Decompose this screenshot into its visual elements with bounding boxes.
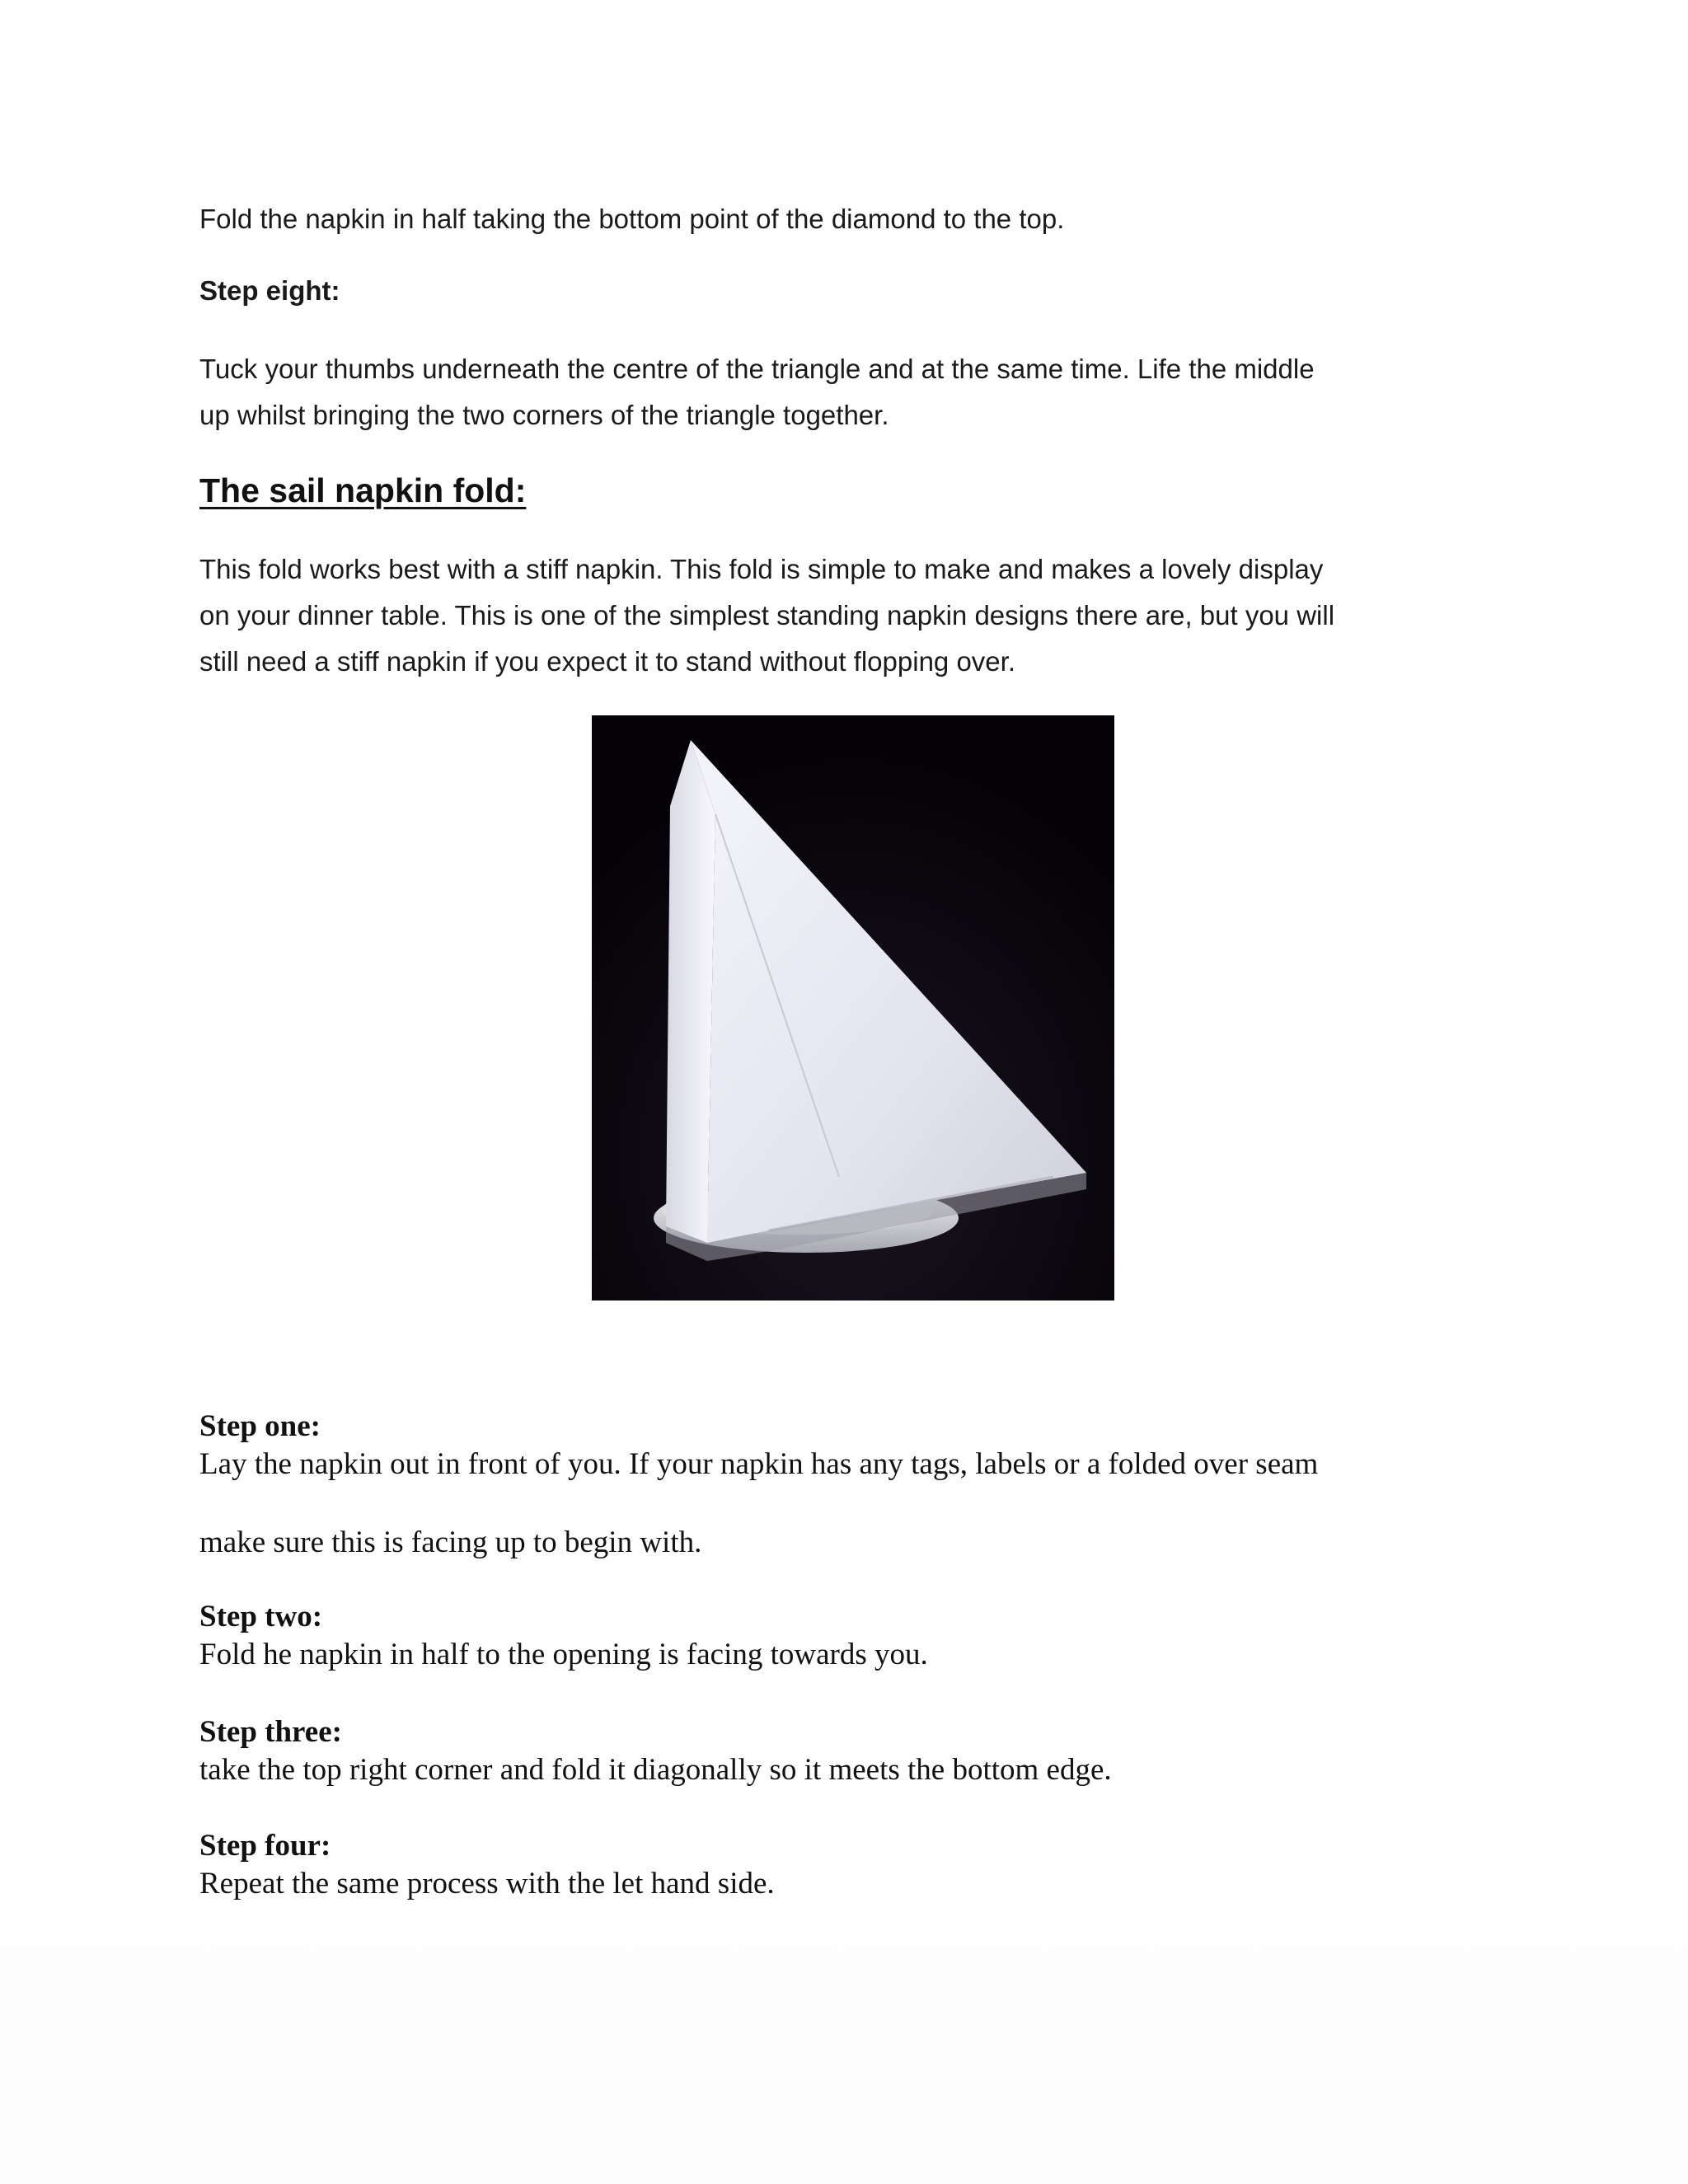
step-one-line-2: make sure this is facing up to begin with. [199,1526,702,1559]
intro-text: Fold the napkin in half taking the bottom point of the diamond to the top. [199,204,1065,234]
step-four-heading: Step four: [199,1829,331,1863]
description-line-3: still need a stiff napkin if you expect it to stand without flopping over. [199,646,1015,677]
step-eight-line-2: up whilst bringing the two corners of the triangle together. [199,400,889,430]
step-three [199,1713,1485,1789]
step-eight-heading: Step eight: [199,275,340,306]
description-line-1: This fold works best with a stiff napkin. This fold is simple to make and makes a lovely display [199,554,1324,584]
sail-napkin-illustration [592,715,1114,1301]
step-four-line-1: Repeat the same process with the let hand side. [199,1867,775,1900]
step-four [199,1827,1485,1903]
section-title: The sail napkin fold: [199,471,527,509]
step-one-line-1: Lay the napkin out in front of you. If your napkin has any tags, labels or a folded over seam [199,1447,1319,1481]
napkin-fold-shape [666,740,715,1243]
step-two-line-1: Fold he napkin in half to the opening is facing towards you. [199,1638,928,1671]
step-one-heading: Step one: [199,1409,321,1443]
step-three-heading: Step three: [199,1715,342,1749]
step-three-line-1: take the top right corner and fold it diagonally so it meets the bottom edge. [199,1753,1112,1787]
description-line-2: on your dinner table. This is one of the simplest standing napkin designs there are, but you will [199,600,1335,630]
step-eight-line-1: Tuck your thumbs underneath the centre of the triangle and at the same time. Life the middle [199,354,1315,384]
sail-napkin-photo [592,715,1114,1301]
step-two [199,1598,1485,1674]
step-one [199,1408,1485,1483]
step-eight-body [199,346,1485,438]
section-description [199,546,1485,685]
step-two-heading: Step two: [199,1600,323,1633]
